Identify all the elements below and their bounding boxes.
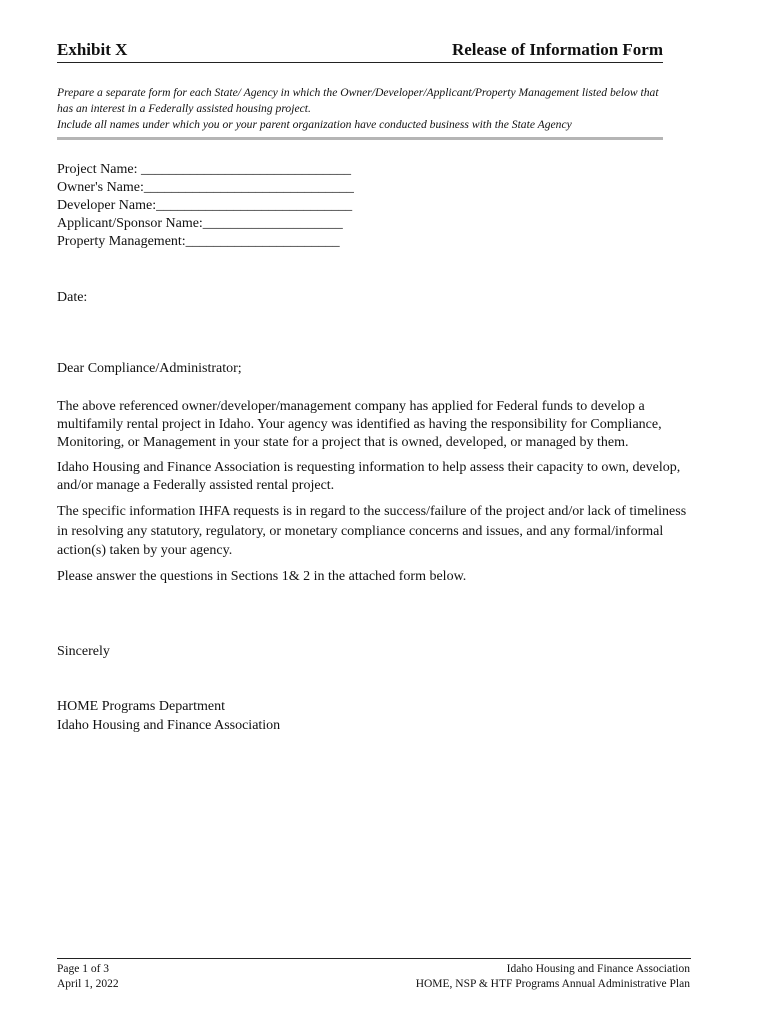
signature-organization: Idaho Housing and Finance Association [57, 718, 281, 733]
instruction-line: Include all names under which you or your parent organization have conducted business with the State Agency [57, 118, 572, 131]
body-paragraph: The above referenced owner/developer/management company has applied for Federal funds to develop a multifamily rental project in Idaho. Your agency was identified as having the responsibility for Compliance, Monitoring, or Management in your state for a project that is owned, developed, or managed by them. [57, 399, 662, 450]
footer-divider [57, 958, 691, 959]
project-name-field: Project Name: ______________________________ [57, 162, 351, 177]
developer-name-field: Developer Name:____________________________ [57, 198, 353, 213]
body-paragraph: Please answer the questions in Sections 1& 2 in the attached form below. [57, 568, 467, 584]
applicant-sponsor-field: Applicant/Sponsor Name:____________________ [57, 216, 343, 231]
footer-left [57, 962, 119, 992]
instructions [57, 85, 667, 133]
page-number: Page 1 of 3 [57, 963, 110, 975]
footer-right [416, 962, 690, 992]
project-fields [57, 161, 354, 251]
property-management-field: Property Management:______________________ [57, 234, 340, 249]
owner-name-field: Owner's Name:______________________________ [57, 180, 354, 195]
page-header [57, 40, 663, 62]
signature-block [57, 697, 280, 735]
body-paragraph: Idaho Housing and Finance Association is requesting information to help assess their capacity to own, develop, and/or manage a Federally assisted rental project. [57, 460, 681, 493]
closing: Sincerely [57, 644, 110, 659]
footer-organization: Idaho Housing and Finance Association [506, 963, 690, 975]
body-paragraph: The specific information IHFA requests is in regard to the success/failure of the project and/or lack of timeliness in resolving any statutory, regulatory, or monetary compliance concerns and issues, and any formal/informal action(s) taken by your agency. [57, 504, 687, 558]
exhibit-label: Exhibit X [57, 40, 128, 59]
header-divider [57, 62, 663, 63]
form-title: Release of Information Form [451, 40, 663, 59]
signature-department: HOME Programs Department [57, 699, 225, 714]
footer-date: April 1, 2022 [57, 978, 119, 990]
letter-body [57, 398, 697, 593]
salutation: Dear Compliance/Administrator; [57, 361, 242, 376]
date-label: Date: [57, 290, 88, 305]
footer-plan-title: HOME, NSP & HTF Programs Annual Administrative Plan [415, 978, 690, 990]
instruction-line: Prepare a separate form for each State/ Agency in which the Owner/Developer/Applicant/Property Management listed below that has an interest in a Federally assisted housing project. [57, 86, 659, 115]
instructions-divider [57, 137, 663, 140]
